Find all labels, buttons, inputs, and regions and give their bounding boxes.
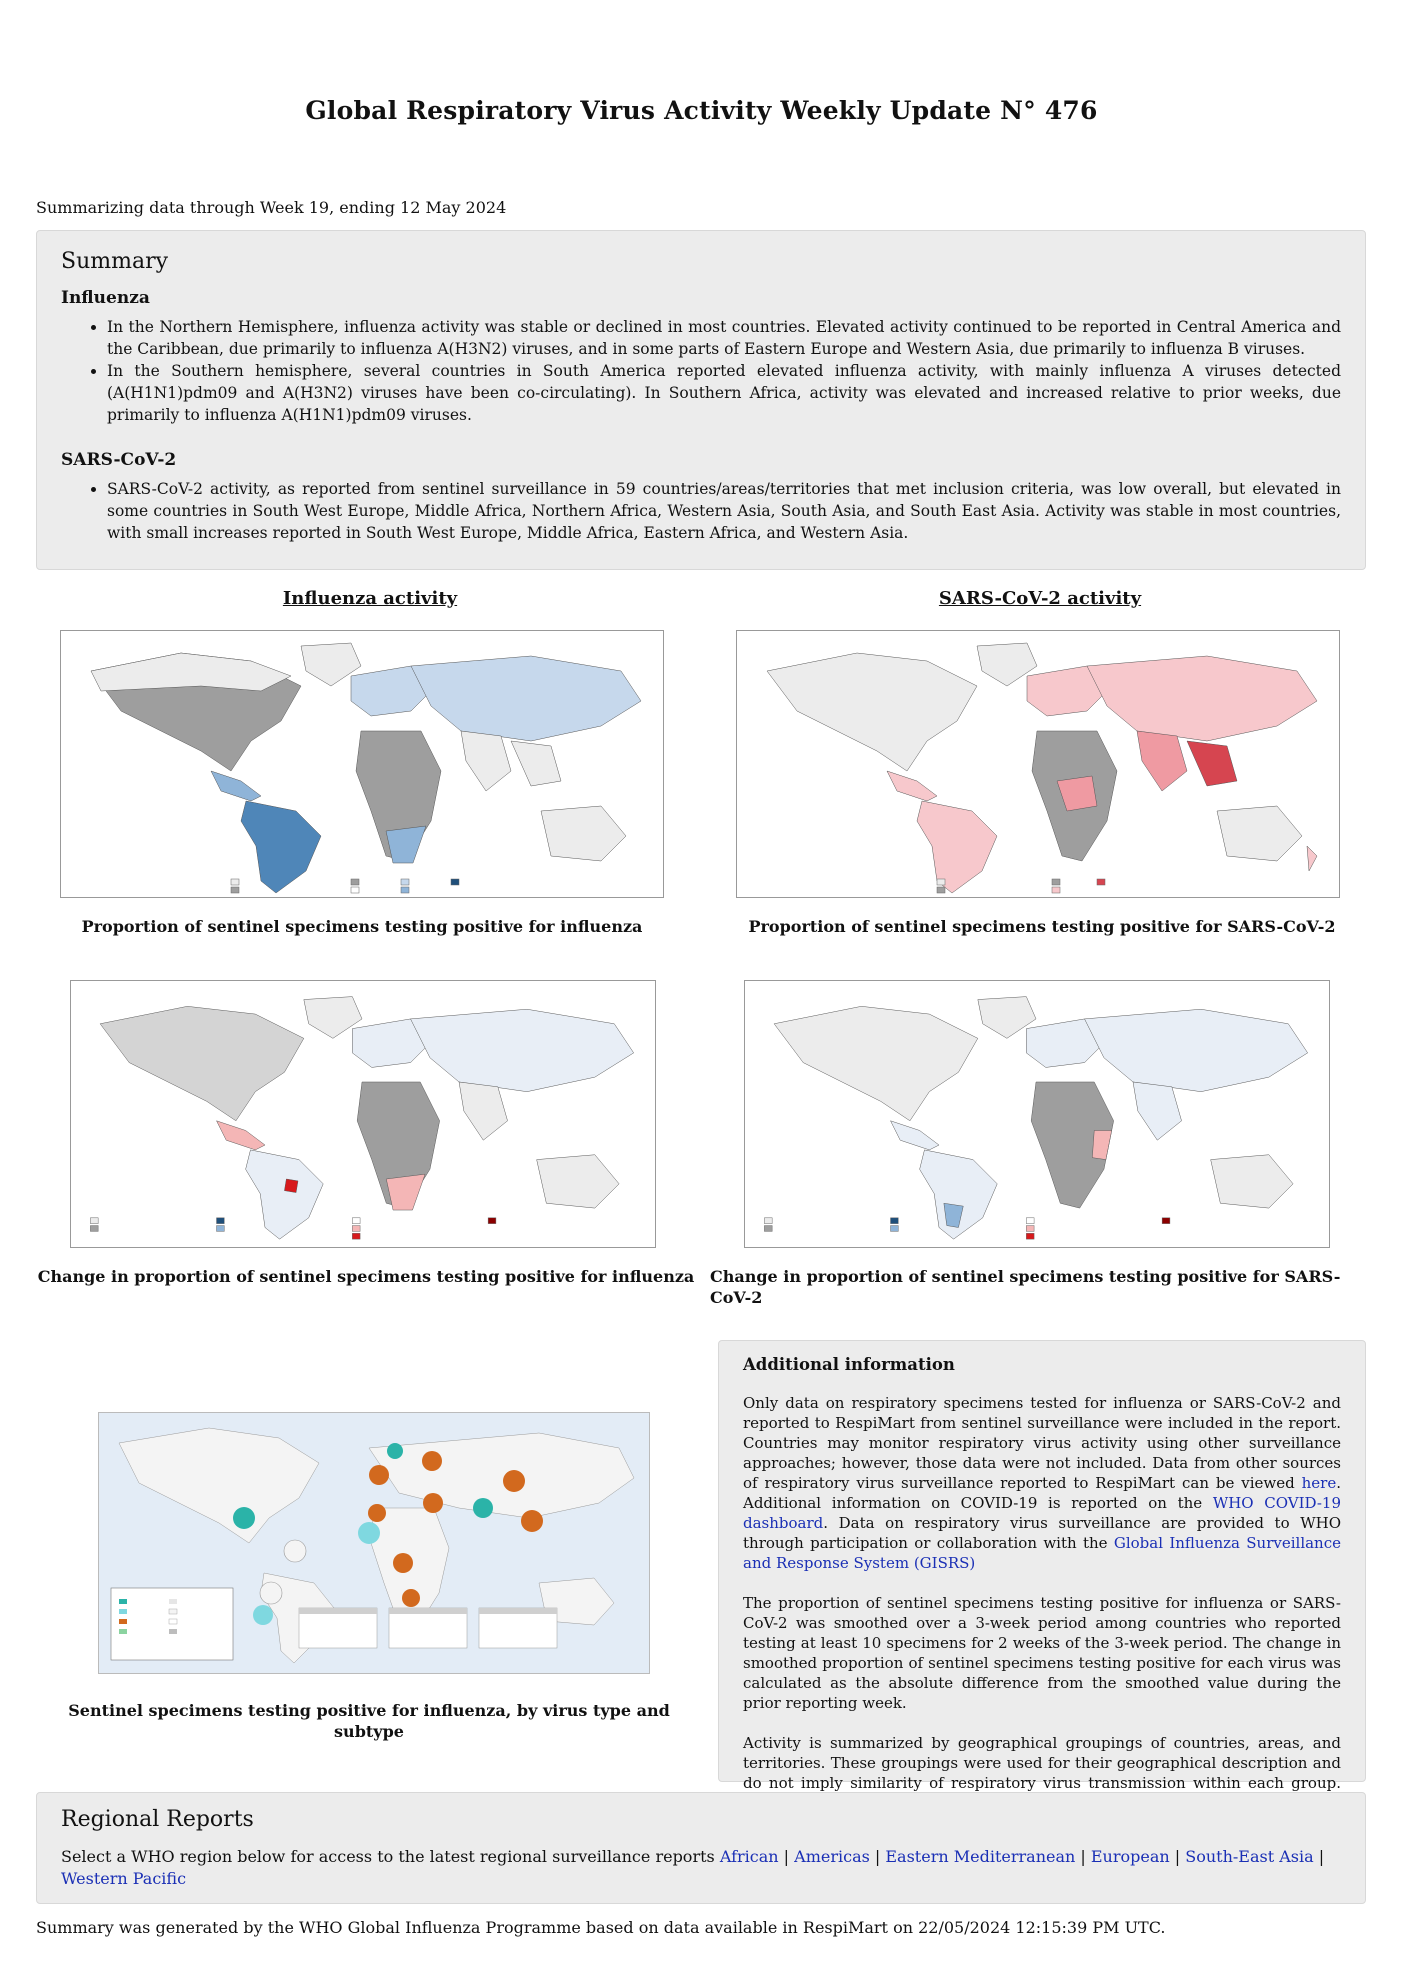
- australia: [1211, 1155, 1293, 1208]
- russia-asia: [411, 1009, 634, 1091]
- link-separator: |: [1075, 1847, 1091, 1866]
- south-america: [917, 801, 997, 893]
- region-link-western-pacific[interactable]: Western Pacific: [61, 1869, 187, 1888]
- south-asia: [1133, 1082, 1182, 1140]
- paraguay: [284, 1179, 298, 1193]
- additional-paragraph-1: [743, 1393, 1341, 1573]
- pie-southern-africa: [402, 1589, 420, 1607]
- influenza-proportion-caption: Proportion of sentinel specimens testing positive for influenza: [81, 917, 643, 936]
- sarscov2-change-map: [744, 980, 1330, 1248]
- subtype-tables: [299, 1608, 557, 1648]
- australia: [537, 1155, 619, 1208]
- sarscov2-activity-heading: SARS-CoV-2 activity: [938, 588, 1142, 609]
- additional-paragraph-2: The proportion of sentinel specimens testing positive for influenza or SARS-CoV-2 was smoothed over a 3-week period among countries who reported testing at least 10 specimens for 2 weeks of the 3-week period. The change in smoothed proportion of sentinel specimens testing positive for each virus was calculated as the absolute difference from the smoothed value during the prior reporting week.: [743, 1594, 1341, 1712]
- southern-africa: [386, 826, 426, 863]
- regional-reports-links: [61, 1846, 1341, 1890]
- regional-reports-heading: Regional Reports: [61, 1807, 254, 1832]
- south-america: [246, 1150, 324, 1239]
- summary-heading: Summary: [61, 249, 169, 274]
- sarscov2-proportion-caption: Proportion of sentinel specimens testing positive for SARS-CoV-2: [748, 917, 1336, 936]
- central-america: [211, 771, 261, 801]
- additional-p1-text-c: . Data on respiratory virus surveillance are provided to WHO through participation or collaboration with the: [743, 1514, 1341, 1552]
- pie-western-asia: [473, 1498, 493, 1518]
- influenza-bullets: [61, 316, 1341, 426]
- new-zealand: [1307, 846, 1317, 871]
- region-link-eastern-mediterranean[interactable]: Eastern Mediterranean: [885, 1847, 1076, 1866]
- map-land: [767, 643, 1317, 893]
- central-america: [891, 1121, 940, 1150]
- map-land: [774, 997, 1308, 1240]
- pie-eastern-africa: [393, 1553, 413, 1573]
- sarscov2-proportion-map: [736, 630, 1340, 898]
- regional-reports-panel: [36, 1792, 1366, 1904]
- sarscov2-change-caption: Change in proportion of sentinel specimens testing positive for SARS-CoV-2: [710, 1267, 1341, 1307]
- generation-footer: Summary was generated by the WHO Global Influenza Programme based on data available in RespiMart on 22/05/2024 12:15:39 PM UTC.: [36, 1918, 1166, 1937]
- map-land: [91, 643, 641, 893]
- eastern-africa: [1092, 1130, 1111, 1159]
- gisrs-link[interactable]: Global Influenza Surveillance and Response System (GISRS): [743, 1534, 1341, 1572]
- map-land: [100, 997, 634, 1240]
- influenza-proportion-map-graphic: [61, 631, 663, 897]
- south-asia: [1137, 731, 1187, 791]
- additional-p1-text-a: Only data on respiratory specimens tested for influenza or SARS-CoV-2 and reported to RespiMart from sentinel surveillance were included in the report. Countries may monitor respiratory virus activity using other surveillance approaches; however, those data were not included. Data from other sources of respiratory virus surveillance reported to RespiMart can be viewed: [743, 1394, 1341, 1492]
- southeast-asia: [1187, 741, 1237, 786]
- summary-panel: [36, 230, 1366, 570]
- who-covid19-dashboard-link[interactable]: WHO COVID-19 dashboard: [743, 1494, 1341, 1532]
- central-america: [887, 771, 937, 801]
- influenza-subtype-caption: Sentinel specimens testing positive for influenza, by virus type and subtype: [68, 1701, 670, 1741]
- link-separator: |: [869, 1847, 886, 1866]
- pie-europe-west: [369, 1465, 389, 1485]
- additional-p1-text-b: . Additional information on COVID-19 is reported on the: [743, 1474, 1341, 1512]
- additional-information-heading: Additional information: [743, 1355, 955, 1374]
- pie-west-africa: [358, 1522, 380, 1544]
- influenza-subtype-map-graphic: [99, 1413, 649, 1673]
- link-separator: |: [1169, 1847, 1186, 1866]
- australia: [541, 806, 626, 861]
- russia-asia: [1085, 1009, 1308, 1091]
- region-link-african[interactable]: African: [719, 1847, 779, 1866]
- sarscov2-heading: SARS-CoV-2: [61, 450, 177, 470]
- north-america: [100, 1006, 304, 1120]
- canada-alaska: [91, 653, 291, 691]
- pie-middle-east: [423, 1493, 443, 1513]
- north-america: [774, 1006, 978, 1120]
- influenza-proportion-map: [60, 630, 664, 898]
- influenza-subtype-map: [98, 1412, 650, 1674]
- link-separator: |: [778, 1847, 795, 1866]
- regional-intro-text: Select a WHO region below for access to the latest regional surveillance reports: [61, 1847, 720, 1866]
- influenza-bullet-2: • In the Southern hemisphere, several countries in South America reported elevated influenza activity, with mainly influenza A viruses detected (A(H1N1)pdm09 and A(H3N2) viruses have been co-circulating). In Southern Africa, activity was elevated and increased relative to prior weeks, due primarily to influenza A(H1N1)pdm09 viruses.: [107, 360, 1341, 426]
- sarscov2-bullets: [61, 478, 1341, 544]
- region-link-south-east-asia[interactable]: South-East Asia: [1185, 1847, 1314, 1866]
- pie-europe-north: [387, 1443, 403, 1459]
- pie-europe-east: [422, 1451, 442, 1471]
- pie-central-asia: [503, 1470, 525, 1492]
- pie-south-america-north: [284, 1540, 306, 1562]
- pie-south-america-south: [260, 1582, 282, 1604]
- link-separator: |: [1313, 1847, 1325, 1866]
- south-asia: [461, 731, 511, 791]
- region-link-americas[interactable]: Americas: [794, 1847, 870, 1866]
- influenza-bullet-1: • In the Northern Hemisphere, influenza activity was stable or declined in most countries. Elevated activity continued to be reported in Central America and the Caribbean, due primarily to influenza A(H3N2) viruses, and in some parts of Eastern Europe and Western Asia, due primarily to influenza B viruses.: [107, 316, 1341, 360]
- southeast-asia: [511, 741, 561, 786]
- page-title: Global Respiratory Virus Activity Weekly Update N° 476: [305, 96, 1098, 125]
- south-america: [241, 801, 321, 893]
- central-america: [217, 1121, 266, 1150]
- pie-northern-africa: [368, 1504, 386, 1522]
- pie-central-america: [233, 1507, 255, 1529]
- south-asia: [459, 1082, 508, 1140]
- respimart-other-sources-link[interactable]: here: [1301, 1474, 1337, 1492]
- additional-information-panel: [718, 1340, 1366, 1792]
- subtype-legend: [111, 1588, 233, 1660]
- north-america: [767, 653, 977, 771]
- summarizing-period: Summarizing data through Week 19, ending 12 May 2024: [36, 198, 507, 217]
- sarscov2-proportion-map-graphic: [737, 631, 1339, 897]
- southern-africa: [386, 1174, 425, 1210]
- region-link-european[interactable]: European: [1090, 1847, 1170, 1866]
- russia-asia: [411, 656, 641, 741]
- australia: [1217, 806, 1302, 861]
- pie-south-cone: [253, 1605, 273, 1625]
- additional-p3-text-a: Activity is summarized by geographical groupings of countries, areas, and territories. These groupings were used for their geographical description and do not imply similarity of respiratory virus transmission within each group.: [743, 1734, 1341, 1792]
- influenza-change-map-graphic: [71, 981, 655, 1247]
- influenza-change-caption: Change in proportion of sentinel specimens testing positive for influenza: [37, 1267, 695, 1286]
- pie-south-asia: [521, 1510, 543, 1532]
- influenza-activity-heading: Influenza activity: [282, 588, 458, 609]
- sarscov2-change-map-graphic: [745, 981, 1329, 1247]
- sarscov2-bullet-1: • SARS-CoV-2 activity, as reported from sentinel surveillance in 59 countries/areas/territories that met inclusion criteria, was low overall, but elevated in some countries in South West Europe, Middle Africa, Northern Africa, Western Asia, South Asia, and South East Asia. Activity was stable in most countries, with small increases reported in South West Europe, Middle Africa, Eastern Africa, and Western Asia.: [107, 478, 1341, 544]
- influenza-heading: Influenza: [61, 288, 150, 308]
- russia-asia: [1087, 656, 1317, 741]
- influenza-change-map: [70, 980, 656, 1248]
